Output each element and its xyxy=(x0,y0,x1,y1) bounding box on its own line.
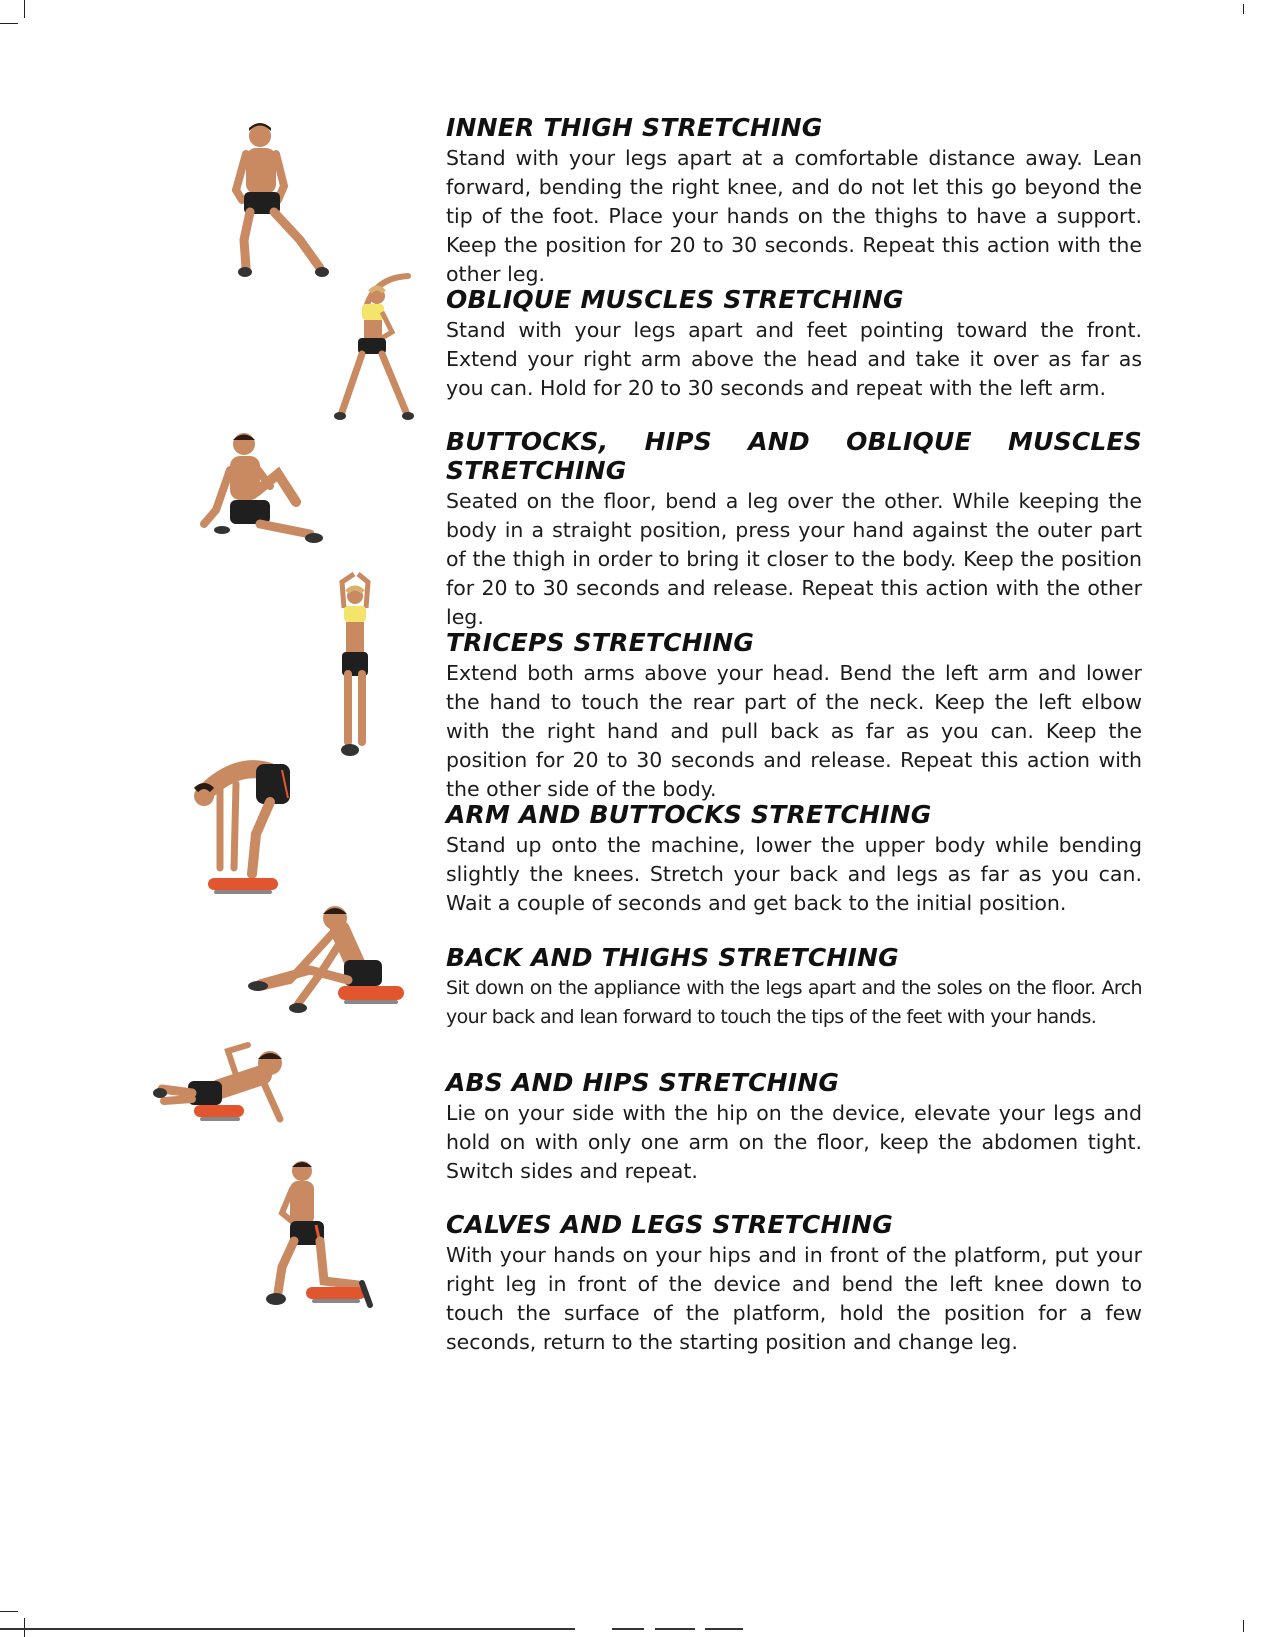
section-title: CALVES AND LEGS STRETCHING xyxy=(446,1210,893,1239)
section-text: With your hands on your hips and in front of the platform, put your right leg in front of the device and bend the left knee down to touch the surface of the platform, hold the position for a few seconds, return to the starting position and change leg. xyxy=(446,1243,1142,1354)
crop-mark xyxy=(0,23,18,24)
section-title: TRICEPS STRETCHING xyxy=(446,628,755,657)
section-title: ABS AND HIPS STRETCHING xyxy=(446,1068,840,1097)
section-title: ARM AND BUTTOCKS STRETCHING xyxy=(446,800,932,829)
section-title: BACK AND THIGHS STRETCHING xyxy=(446,943,899,972)
footer-rule xyxy=(705,1628,743,1630)
section-title: OBLIQUE MUSCLES STRETCHING xyxy=(446,285,904,314)
crop-mark xyxy=(1243,4,1244,14)
section-buttocks-hips xyxy=(446,427,1142,632)
footer-rule xyxy=(655,1628,695,1630)
section-calves-legs xyxy=(446,1210,1142,1357)
side-plank-figure xyxy=(152,1035,302,1130)
section-text: Extend both arms above your head. Bend the left arm and lower the hand to touch the rear part of the neck. Keep the left elbow with the right hand and pull back as far as you can. Keep the position for 20 to 30 seconds and release. Repeat this action with the other side of the body. xyxy=(446,661,1142,801)
section-back-thighs xyxy=(446,943,1142,1032)
section-title: INNER THIGH STRETCHING xyxy=(446,113,823,142)
oblique-figure xyxy=(320,272,425,432)
section-title: BUTTOCKS, HIPS AND OBLIQUE MUSCLES STRETCHING xyxy=(446,427,1142,485)
forward-bend-figure xyxy=(190,758,300,903)
footer-rule xyxy=(0,1628,575,1630)
crop-mark xyxy=(0,1611,18,1612)
seated-twist-figure xyxy=(200,430,330,555)
section-arm-buttocks xyxy=(446,800,1142,918)
seated-reach-figure xyxy=(240,900,410,1025)
section-text: Stand up onto the machine, lower the upper body while bending slightly the knees. Stretch your back and legs as far as you can. Wait a couple of seconds and get back to the initial position. xyxy=(446,833,1142,915)
section-inner-thigh xyxy=(446,113,1142,289)
section-abs-hips xyxy=(446,1068,1142,1186)
section-text: Seated on the floor, bend a leg over the other. While keeping the body in a straight position, press your hand against the outer part of the thigh in order to bring it closer to the body. Keep the position for 20 to 30 seconds and release. Repeat this action with the other leg. xyxy=(446,489,1142,629)
crop-mark xyxy=(1243,1620,1244,1632)
section-text: Stand with your legs apart and feet pointing toward the front. Extend your right arm above the head and take it over as far as you can. Hold for 20 to 30 seconds and repeat with the left arm. xyxy=(446,318,1142,400)
section-text: Lie on your side with the hip on the device, elevate your legs and hold on with only one arm on the floor, keep the abdomen tight. Switch sides and repeat. xyxy=(446,1101,1142,1183)
section-oblique xyxy=(446,285,1142,403)
section-text: Sit down on the appliance with the legs apart and the soles on the floor. Arch your back and lean forward to touch the tips of the feet with your hands. xyxy=(446,977,1142,1028)
section-text: Stand with your legs apart at a comfortable distance away. Lean forward, bending the right knee, and do not let this go beyond the tip of the foot. Place your hands on the thighs to have a support. Keep the position for 20 to 30 seconds. Repeat this action with the other leg. xyxy=(446,146,1142,286)
footer-rule xyxy=(612,1628,644,1630)
inner-thigh-figure xyxy=(228,120,338,290)
triceps-figure xyxy=(330,570,380,765)
crop-mark xyxy=(24,0,25,18)
section-triceps xyxy=(446,628,1142,804)
lunge-figure xyxy=(262,1155,377,1320)
